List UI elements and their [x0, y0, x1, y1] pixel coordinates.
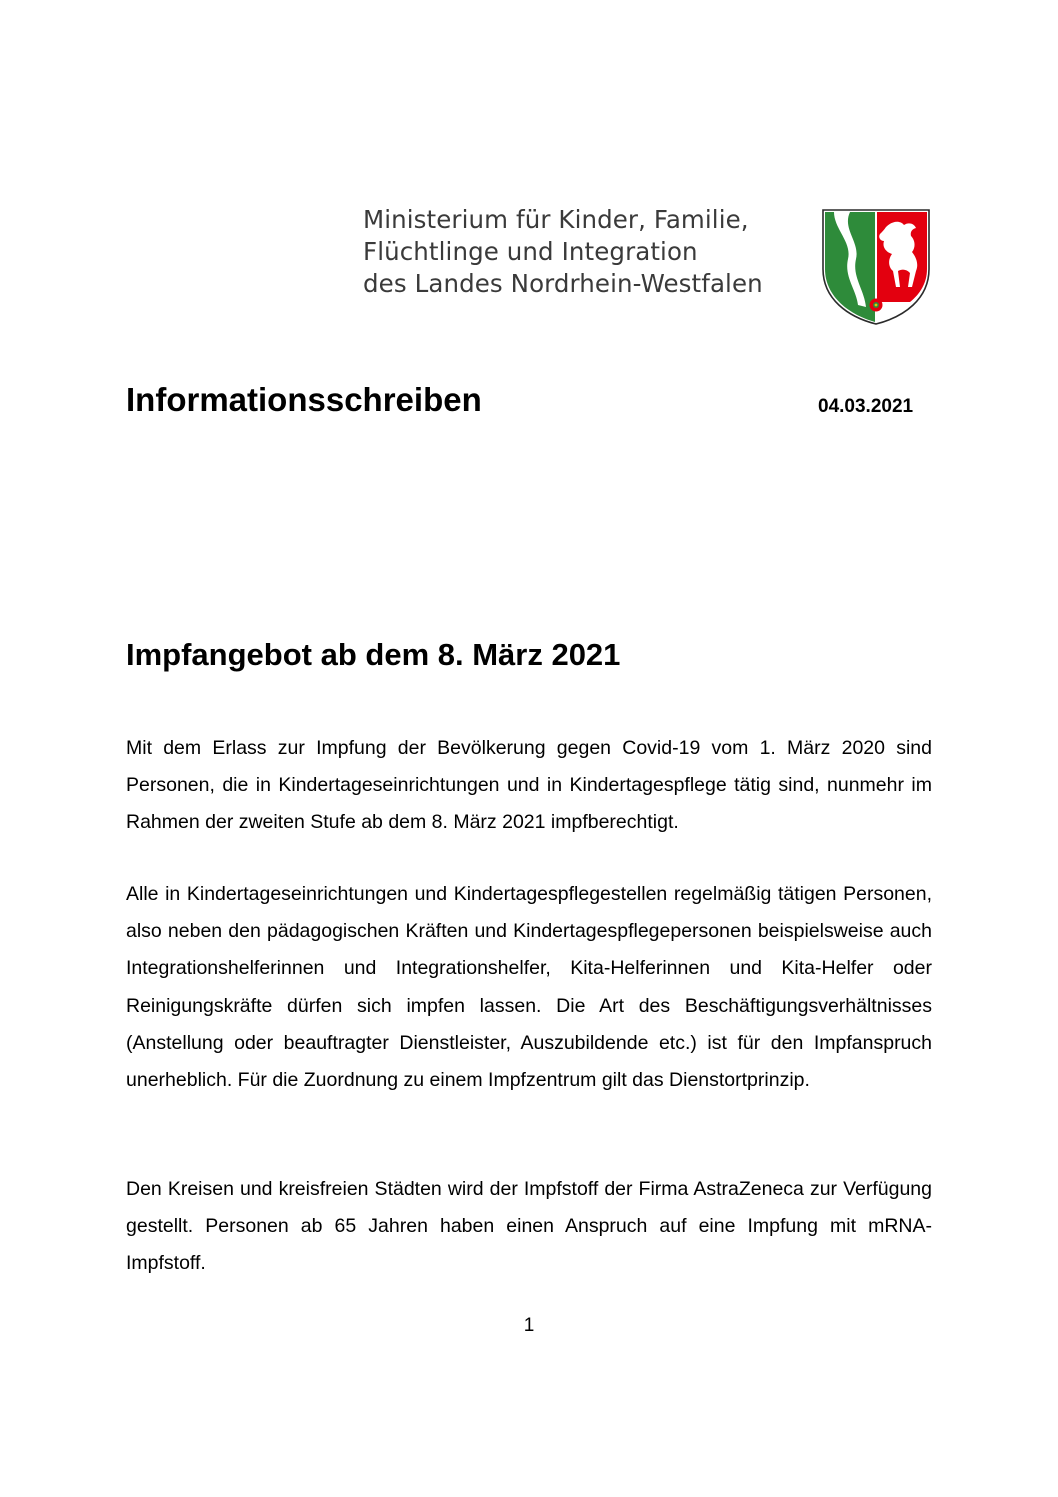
- body-paragraph-2: Alle in Kindertageseinrichtungen und Kindertagespflegestellen regelmäßig tätigen Personen, also neben den pädagogischen Kräften und Kindertagespflegepersonen beispielsweise auch Integrationshelferinnen und Integrationshelfer, Kita-Helferinnen und Kita-Helfer oder Reinigungskräfte dürfen sich impfen lassen. Die Art des Beschäftigungsverhältnisses (Anstellung oder beauftragter Dienstleister, Auszubildende etc.) ist für den Impfanspruch unerheblich. Für die Zuordnung zu einem Impfzentrum gilt das Dienstortprinzip.: [126, 883, 932, 1092]
- ministry-line-2: Flüchtlinge und Integration: [363, 237, 698, 266]
- document-type-heading: Informationsschreiben: [126, 381, 482, 418]
- body-paragraph-1: Mit dem Erlass zur Impfung der Bevölkerung gegen Covid-19 vom 1. März 2020 sind Personen, die in Kindertageseinrichtungen und in Kindertagespflege tätig sind, nunmehr im Rahmen der zweiten Stufe ab dem 8. März 2021 impfberechtigt.: [126, 737, 932, 834]
- ministry-name: [363, 204, 803, 300]
- ministry-line-3: des Landes Nordrhein-Westfalen: [363, 269, 763, 298]
- nrw-coat-of-arms-icon: [820, 207, 932, 327]
- ministry-line-1: Ministerium für Kinder, Familie,: [363, 205, 749, 234]
- document-headline: Impfangebot ab dem 8. März 2021: [126, 637, 621, 672]
- document-date: 04.03.2021: [818, 396, 914, 417]
- page-number: 1: [523, 1315, 535, 1336]
- body-paragraph-3: Den Kreisen und kreisfreien Städten wird der Impfstoff der Firma AstraZeneca zur Verfügung gestellt. Personen ab 65 Jahren haben einen Anspruch auf eine Impfung mit mRNA-Impfstoff.: [126, 1178, 932, 1275]
